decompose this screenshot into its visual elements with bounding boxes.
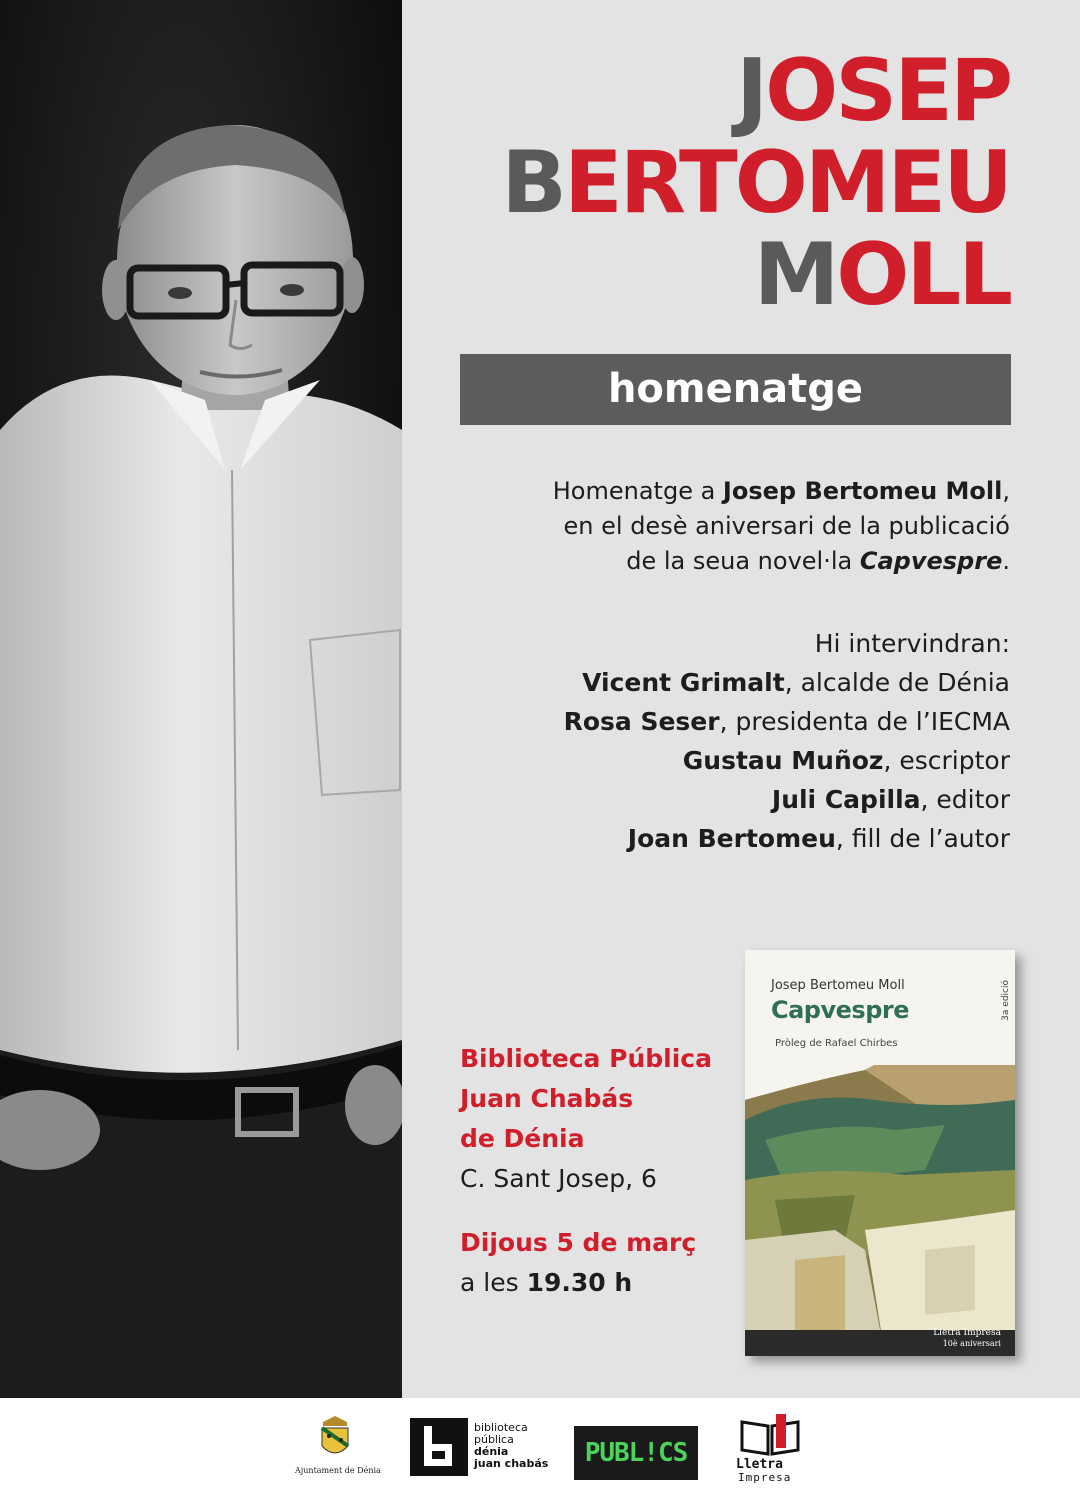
lletra-label: Lletra: [736, 1457, 783, 1472]
intro-paragraph: [450, 474, 1010, 579]
author-portrait-illustration: [0, 0, 402, 1398]
book-edition: 3a edició: [1001, 980, 1011, 1021]
title-line-2: BERTOMEU: [501, 133, 1010, 233]
coat-of-arms-icon: [319, 1416, 351, 1460]
lletra-impresa-logo: [734, 1414, 814, 1494]
intro-line-2: en el desè aniversari de la publicació: [563, 512, 1010, 540]
author-photo: [0, 0, 402, 1398]
ajuntament-label: Ajuntament de Dénia: [295, 1466, 381, 1475]
title-line-1: JOSEP: [736, 41, 1010, 141]
book-author: Josep Bertomeu Moll: [771, 978, 905, 993]
venue-line-1: Biblioteca Pública: [460, 1044, 712, 1073]
book-publisher: Lletra Impresa: [933, 1328, 1001, 1338]
impresa-label: Impresa: [738, 1471, 792, 1484]
speaker-item: Rosa Seser, presidenta de l’IECMA: [563, 707, 1010, 736]
venue-line-3: de Dénia: [460, 1124, 585, 1153]
title-line-3: MOLL: [753, 225, 1010, 325]
event-time: a les 19.30 h: [460, 1268, 633, 1297]
event-date: Dijous 5 de març: [460, 1228, 697, 1257]
speaker-item: Juli Capilla, editor: [771, 785, 1010, 814]
biblioteca-b-icon: [410, 1418, 468, 1476]
biblio-label-1: biblioteca: [474, 1421, 528, 1434]
biblio-label-2: pública: [474, 1433, 514, 1446]
venue-address: C. Sant Josep, 6: [460, 1164, 657, 1193]
open-book-icon: [740, 1414, 800, 1456]
speaker-item: Joan Bertomeu, fill de l’autor: [627, 824, 1010, 853]
speaker-item: Vicent Grimalt, alcalde de Dénia: [582, 668, 1010, 697]
book-anniversary: 10è aniversari: [942, 1339, 1001, 1348]
book-cover: [745, 950, 1015, 1356]
speakers-heading: Hi intervindran:: [814, 629, 1010, 658]
speaker-item: Gustau Muñoz, escriptor: [682, 746, 1010, 775]
biblio-label-4: juan chabás: [474, 1457, 549, 1470]
venue-line-2: Juan Chabás: [460, 1084, 634, 1113]
intro-line-3: de la seua novel·la Capvespre.: [626, 547, 1010, 575]
speakers-list: [450, 624, 1010, 858]
venue-info: [460, 1039, 740, 1303]
biblio-label-3: dénia: [474, 1445, 509, 1458]
book-prologue: Pròleg de Rafael Chirbes: [775, 1038, 898, 1049]
intro-line-1: Homenatge a Josep Bertomeu Moll,: [552, 477, 1010, 505]
sponsor-logos: [0, 1398, 1080, 1495]
biblioteca-logo: [410, 1418, 549, 1476]
publics-logo: PUBL!CS: [574, 1426, 698, 1480]
homenatge-banner: homenatge: [460, 354, 1011, 425]
book-title: Capvespre: [771, 996, 909, 1024]
